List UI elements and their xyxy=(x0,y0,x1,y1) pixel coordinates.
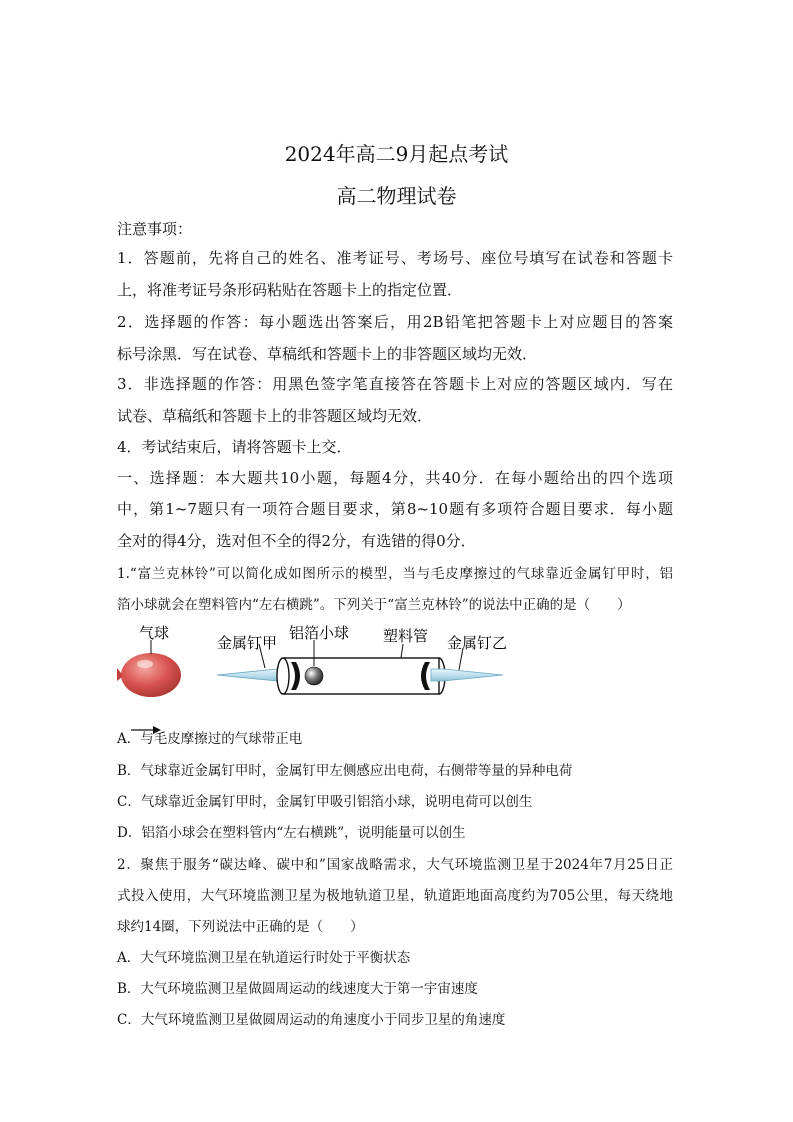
section-1-line-3: 全对的得4分，选对但不全的得2分，有选错的得0分． xyxy=(117,532,476,550)
notice-item-1-line-2: 上，将准考证号条形码粘贴在答题卡上的指定位置． xyxy=(117,281,463,299)
question-1-stem-line-1: 1.“富兰克林铃”可以简化成如图所示的模型，当与毛皮摩擦过的气球靠近金属钉甲时，铝 xyxy=(117,566,673,582)
question-2-option-a: A．大气环境监测卫星在轨道运行时处于平衡状态 xyxy=(117,950,411,966)
notice-item-3-line-1: 3．非选择题的作答：用黑色签字笔直接答在答题卡上对应的答题区域内．写在 xyxy=(117,375,673,393)
page-subtitle: 高二物理试卷 xyxy=(336,184,457,208)
question-1-option-d: D．铝箔小球会在塑料管内“左右横跳”，说明能量可以创生 xyxy=(117,825,466,841)
metal-nail-b xyxy=(431,669,503,681)
question-1-option-b: B．气球靠近金属钉甲时，金属钉甲左侧感应出电荷，右侧带等量的异种电荷 xyxy=(117,763,573,779)
balloon xyxy=(117,653,181,697)
section-1-line-2: 中，第1~7题只有一项符合题目要求，第8~10题有多项符合题目要求．每小题 xyxy=(117,500,673,518)
tube-label: 塑料管 xyxy=(383,627,429,645)
franklin-bell-figure xyxy=(117,618,537,736)
notice-item-2-line-2: 标号涂黑．写在试卷、草稿纸和答题卡上的非答题区域均无效． xyxy=(117,345,538,363)
question-2-option-c: C．大气环境监测卫星做圆周运动的角速度小于同步卫星的角速度 xyxy=(117,1012,506,1028)
question-2-stem-line-1: 2．聚焦于服务“碳达峰、碳中和”国家战略需求，大气环境监测卫星于2024年7月25日正 xyxy=(117,857,673,873)
question-1-stem-line-2: 箔小球就会在塑料管内“左右横跳”。下列关于“富兰克林铃”的说法中正确的是（ ） xyxy=(117,597,631,613)
balloon-label: 气球 xyxy=(139,624,170,642)
notice-item-2-line-1: 2．选择题的作答：每小题选出答案后，用2B铅笔把答题卡上对应题目的答案 xyxy=(117,313,673,331)
section-1-line-1: 一、选择题：本大题共10小题，每题4分，共40分．在每小题给出的四个选项 xyxy=(117,469,673,487)
question-2-stem-line-3: 球约14圈，下列说法中正确的是（ ） xyxy=(117,919,364,935)
foil-ball xyxy=(305,667,323,685)
foil-ball-label: 铝箔小球 xyxy=(289,624,350,642)
plastic-tube xyxy=(277,658,445,694)
notice-item-4: 4．考试结束后，请将答题卡上交． xyxy=(117,438,352,456)
question-2-stem-line-2: 式投入使用，大气环境监测卫星为极地轨道卫星，轨道距地面高度约为705公里，每天绕地 xyxy=(117,888,673,904)
question-1-option-c: C．气球靠近金属钉甲时，金属钉甲吸引铝箔小球，说明电荷可以创生 xyxy=(117,794,533,810)
notice-heading: 注意事项： xyxy=(117,220,193,238)
question-1-option-a: A．与毛皮摩擦过的气球带正电 xyxy=(117,731,303,747)
tube-label-leader xyxy=(401,644,403,658)
notice-item-1-line-1: 1．答题前，先将自己的姓名、准考证号、考场号、座位号填写在试卷和答题卡 xyxy=(117,249,673,267)
page-title: 2024年高二9月起点考试 xyxy=(284,142,509,166)
nail-b-label: 金属钉乙 xyxy=(447,634,508,652)
nail-a-label: 金属钉甲 xyxy=(217,634,278,652)
notice-item-3-line-2: 试卷、草稿纸和答题卡上的非答题区域均无效． xyxy=(117,407,433,425)
question-2-option-b: B．大气环境监测卫星做圆周运动的线速度大于第一宇宙速度 xyxy=(117,981,478,997)
